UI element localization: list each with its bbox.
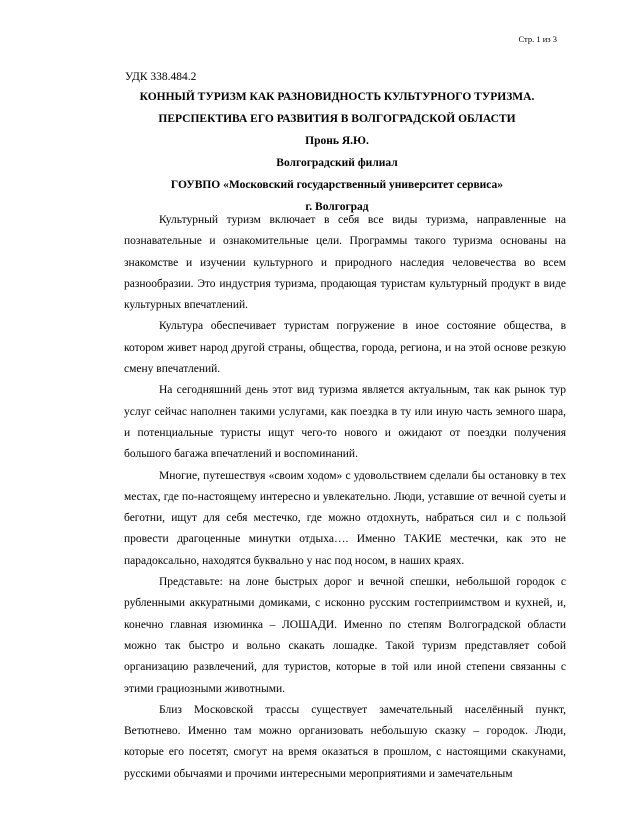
author-name: Пронь Я.Ю. [305,135,369,147]
article-header [108,86,566,218]
affiliation-university: ГОУВПО «Московский государственный университет сервиса» [170,179,504,191]
affiliation-branch: Волгоградский филиал [276,157,398,169]
page-number: Стр. 1 из 3 [518,34,557,44]
paragraph: На сегодняшний день этот вид туризма является актуальным, так как рынок тур услуг сейчас наполнен такими услугами, как поездка в ту или иную часть земного шара, и потенциальные туристы ищут чего-то нового и ожидают от поездки получения большого багажа впечатлений и воспоминаний. [124,384,566,461]
title-line-2: ПЕРСПЕКТИВА ЕГО РАЗВИТИЯ В ВОЛГОГРАДСКОЙ ОБЛАСТИ [158,113,516,125]
article-body [124,210,566,785]
paragraph: Культура обеспечивает туристам погружение в иное состояние общества, в котором живет народ другой страны, общества, города, региона, и на этой основе резкую смену впечатлений. [124,320,566,376]
paragraph: Многие, путешествуя «своим ходом» с удовольствием сделали бы остановку в тех местах, где по-настоящему интересно и увлекательно. Люди, уставшие от вечной суеты и беготни, ищут для себя местечко, где можно отдохнуть, набраться сил и с пользой провести драгоценные минутки отдыха…. Именно ТАКИЕ местечки, как это не парадоксально, находятся буквально у нас под носом, в наших краях. [124,469,566,567]
udk-code: УДК 338.484.2 [125,71,197,83]
city: г. Волгоград [305,201,369,213]
title-line-1: КОННЫЙ ТУРИЗМ КАК РАЗНОВИДНОСТЬ КУЛЬТУРНОГО ТУРИЗМА. [139,91,535,103]
paragraph: Близ Московской трассы существует замечательный населённый пункт, Ветютнево. Именно там можно организовать небольшую сказку – городок. Люди, которые его посетят, смогут на время оказаться в прошлом, с настоящими скакунами, русскими обычаями и прочими интересными мероприятиями и замечательным [124,703,566,780]
paragraph: Представьте: на лоне быстрых дорог и вечной спешки, небольшой городок с рубленными аккуратными домиками, с исконно русским гостеприимством и кухней, и, конечно главная изюминка – ЛОШАДИ. Именно по степям Волгоградской области можно так быстро и вольно скакать лошадке. Такой туризм представляет собой организацию развлечений, для туристов, которые в той или иной степени связанны с этими грациозными животными. [124,576,566,695]
paragraph: Культурный туризм включает в себя все виды туризма, направленные на познавательные и ознакомительные цели. Программы такого туризма основаны на знакомстве и изучении культурного и природного наследия человечества во всем разнообразии. Это индустрия туризма, продающая туристам культурный продукт в виде культурных впечатлений. [124,214,566,312]
